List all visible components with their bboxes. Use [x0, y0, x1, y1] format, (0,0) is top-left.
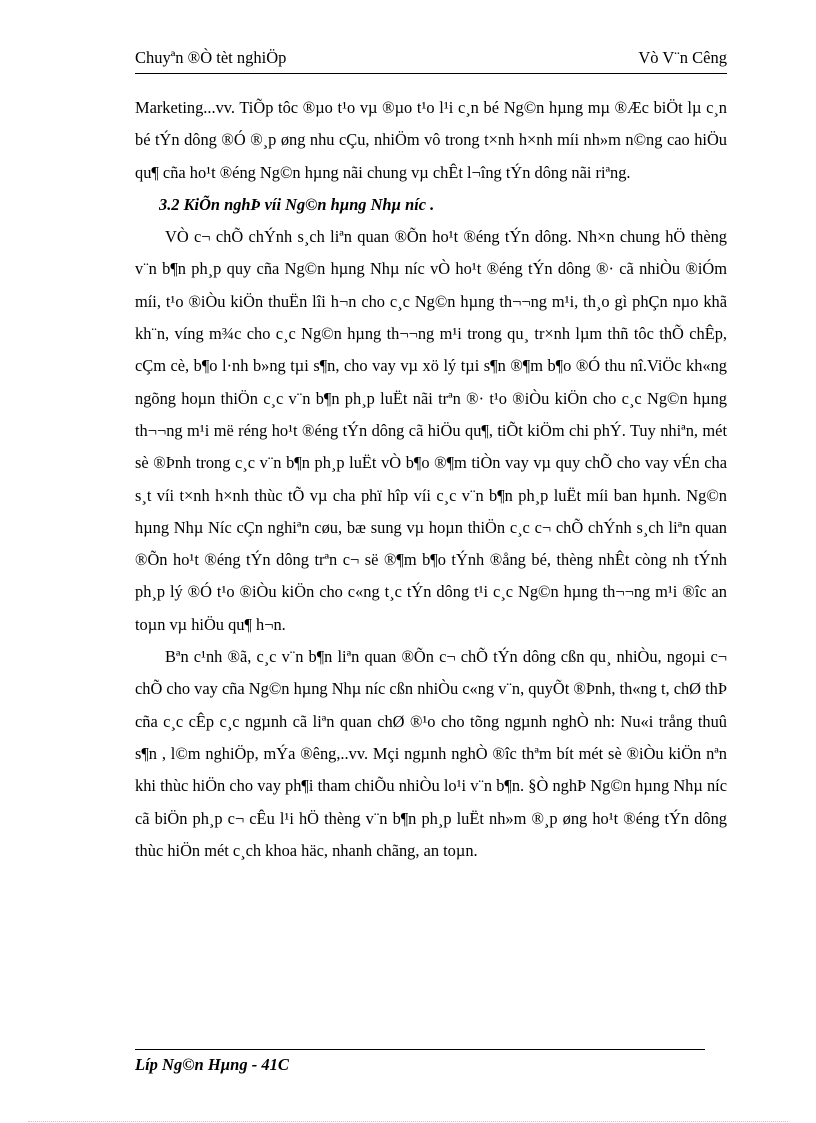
page-bottom-edge: [28, 1121, 788, 1122]
footer-divider: [135, 1049, 705, 1050]
paragraph: Bªn c¹nh ®ã, c¸c v¨n b¶n liªn quan ®Õn c¬ chÕ tÝn dông cßn qu¸ nhiÒu, ngoµi c¬ chÕ cho vay cña Ng©n hµng Nhµ níc cßn nhiÒu c«ng v¨n, quyÕt ®Þnh, th«ng t, chØ thÞ cña c¸c cÊp c¸c ngµnh cã liªn quan chØ ®¹o cho tõng ngµnh nghÒ nh: Nu«i trång thuû s¶n , l©m nghiÖp, mÝa ®êng,..vv. Mçi ngµnh nghÒ ®îc thªm bít mét sè ®iÒu kiÖn nªn khi thùc hiÖn cho vay ph¶i tham chiÕu nhiÒu lo¹i v¨n b¶n. §Ò nghÞ Ng©n hµng Nhµ níc cã biÖn ph¸p c¬ cÊu l¹i hÖ thèng v¨n b¶n ph¸p luËt nh»m ®¸p øng ho¹t ®éng tÝn dông thùc hiÖn mét c¸ch khoa häc, nhanh chãng, an toµn.: [135, 647, 727, 860]
section-heading: 3.2 KiÕn nghÞ víi Ng©n hµng Nhµ níc .: [159, 194, 435, 214]
footer-class-label: Líp Ng©n Hµng - 41C: [135, 1055, 289, 1074]
paragraph: VÒ c¬ chÕ chÝnh s¸ch liªn quan ®Õn ho¹t ®éng tÝn dông. Nh×n chung hÖ thèng v¨n b¶n ph¸p quy cña Ng©n hµng Nhµ níc vÒ ho¹t ®éng tÝn dông ®· cã nhiÒu ®iÓm míi, t¹o ®iÒu kiÖn thuËn lîi h¬n cho c¸c Ng©n hµng th¬¬ng m¹i, th¸o gì phÇn nµo khã kh¨n, víng m¾c cho c¸c Ng©n hµng th¬¬ng m¹i trong qu¸ tr×nh lµm thñ tôc thÕ chÊp, cÇm cè, b¶o l·nh b»ng tµi s¶n, cho vay vµ xö lý tµi s¶n ®¶m b¶o ®Ó thu nî.ViÖc kh«ng ngõng hoµn thiÖn c¸c v¨n b¶n ph¸p luËt nãi trªn ®· t¹o ®iÒu kiÖn cho c¸c Ng©n hµng th¬¬ng m¹i më réng ho¹t ®éng tÝn dông cã hiÖu qu¶, tiÕt kiÖm chi phÝ. Tuy nhiªn, mét sè ®Þnh trong c¸c v¨n b¶n ph¸p luËt vÒ b¶o ®¶m tiÒn vay vµ quy chÕ cho vay vÉn cha s¸t víi t×nh h×nh thùc tÕ vµ cha phï hîp víi c¸c v¨n b¶n ph¸p luËt míi ban hµnh. Ng©n hµng Nhµ Níc cÇn nghiªn cøu, bæ sung vµ hoµn thiÖn c¸c c¬ chÕ chÝnh s¸ch liªn quan ®Õn ho¹t ®éng tÝn dông trªn c¬ së ®¶m b¶o tÝnh ®ång bé, thèng nhÊt còng nh tÝnh ph¸p lý ®Ó t¹o ®iÒu kiÖn cho c«ng t¸c tÝn dông t¹i c¸c Ng©n hµng th¬¬ng m¹i ®îc an toµn vµ hiÖu qu¶ h¬n.: [135, 227, 727, 634]
paragraph-continuation: Marketing...vv. TiÕp tôc ®µo t¹o vµ ®µo t¹o l¹i c¸n bé Ng©n hµng mµ ®Æc biÖt lµ c¸n bé tÝn dông ®Ó ®¸p øng nhu cÇu, nhiÖm vô trong t×nh h×nh míi nh»m n©ng cao hiÖu qu¶ cña ho¹t ®éng Ng©n hµng nãi chung vµ chÊt l¬îng tÝn dông nãi riªng.: [135, 98, 727, 182]
header-document-title: Chuyªn ®Ò tèt nghiÖp: [135, 48, 287, 67]
header-author-name: Vò V¨n Cêng: [638, 48, 727, 67]
document-body: [135, 92, 727, 867]
page-header: [135, 48, 727, 74]
